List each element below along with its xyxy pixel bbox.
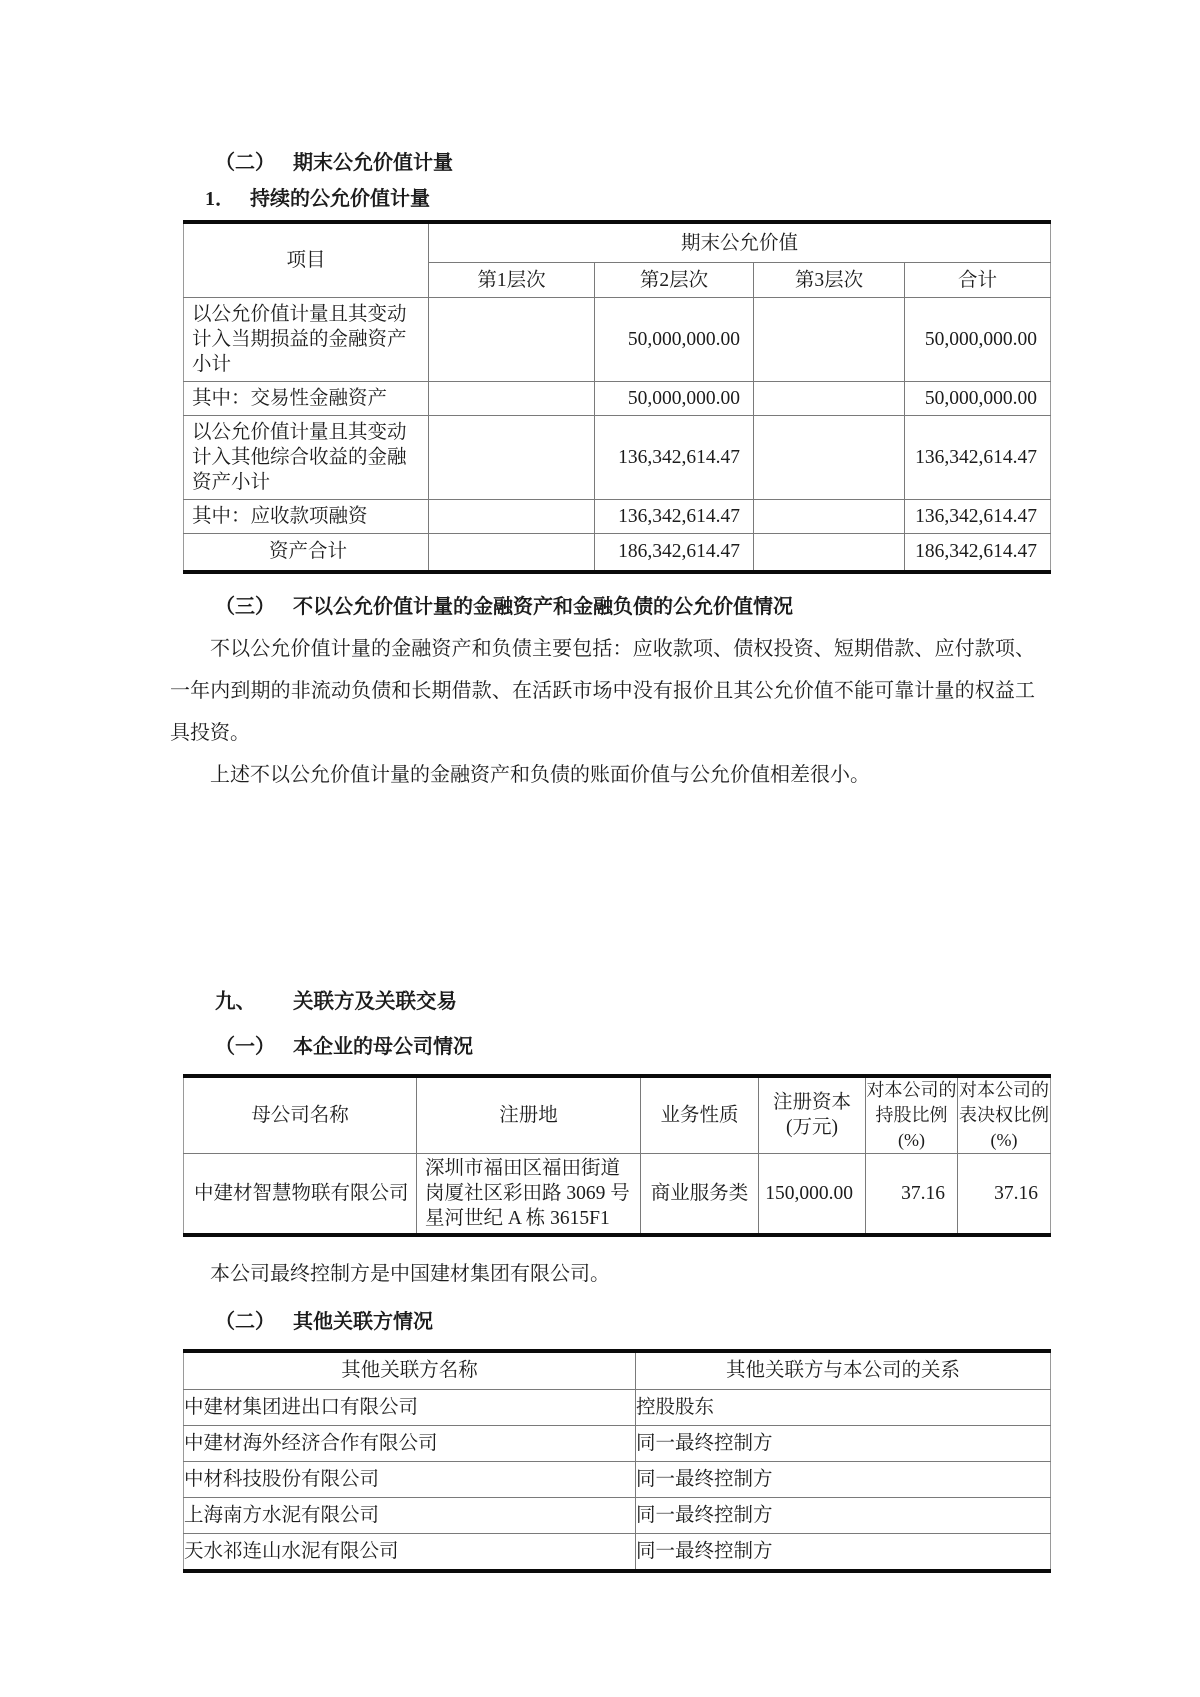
section-number: （三） <box>215 595 275 618</box>
row-level3-value <box>754 298 905 382</box>
row-total-value: 136,342,614.47 <box>905 416 1051 500</box>
section-title: 不以公允价值计量的金融资产和金融负债的公允价值情况 <box>293 595 793 618</box>
header-line: 对本公司的 <box>959 1079 1049 1100</box>
row-item-label: 其中：应收款项融资 <box>184 500 429 534</box>
related-party-table <box>183 1349 1051 1573</box>
parent-company-voting-ratio: 37.16 <box>958 1153 1051 1235</box>
related-party-name: 中建材海外经济合作有限公司 <box>184 1425 636 1461</box>
paragraph-carrying-value-note: 上述不以公允价值计量的金融资产和负债的账面价值与公允价值相差很小。 <box>210 763 870 786</box>
col-header-voting-ratio <box>958 1076 1051 1154</box>
col-header-shareholding-ratio <box>866 1076 958 1154</box>
header-line: 注册资本 <box>772 1092 851 1113</box>
col-header-total: 合计 <box>905 263 1051 298</box>
row-level3-value <box>754 534 905 572</box>
row-level2-value: 50,000,000.00 <box>595 382 754 416</box>
header-line: (万元) <box>786 1117 838 1138</box>
row-item-label: 其中：交易性金融资产 <box>184 382 429 416</box>
section-heading-fair-value-measurement <box>170 150 1035 176</box>
row-level3-value <box>754 500 905 534</box>
chapter-heading-related-parties <box>170 988 1035 1016</box>
table-header-row <box>184 222 1051 263</box>
section-title: 其他关联方情况 <box>293 1310 433 1333</box>
related-party-name: 中建材集团进出口有限公司 <box>184 1389 636 1425</box>
section-title: 期末公允价值计量 <box>293 152 453 174</box>
parent-company-business-nature: 商业服务类 <box>641 1153 759 1235</box>
row-item-label: 资产合计 <box>184 534 429 572</box>
row-level2-value: 186,342,614.47 <box>595 534 754 572</box>
table-row <box>184 1425 1051 1461</box>
col-header-level1: 第1层次 <box>429 263 595 298</box>
related-party-relation: 同一最终控制方 <box>636 1497 1051 1533</box>
row-level1-value <box>429 416 595 500</box>
col-header-relation: 其他关联方与本公司的关系 <box>636 1351 1051 1390</box>
related-party-name: 中材科技股份有限公司 <box>184 1461 636 1497</box>
row-level1-value <box>429 500 595 534</box>
parent-company-name: 中建材智慧物联有限公司 <box>184 1153 417 1235</box>
related-party-name: 上海南方水泥有限公司 <box>184 1497 636 1533</box>
row-level2-value: 50,000,000.00 <box>595 298 754 382</box>
section-heading-other-related-parties <box>170 1309 1035 1335</box>
row-level3-value <box>754 416 905 500</box>
table-row <box>184 298 1051 382</box>
related-party-relation: 控股股东 <box>636 1389 1051 1425</box>
table-row <box>184 382 1051 416</box>
chapter-title: 关联方及关联交易 <box>293 990 457 1013</box>
row-total-value: 186,342,614.47 <box>905 534 1051 572</box>
table-row-parent-company <box>184 1153 1051 1235</box>
header-line: (%) <box>990 1129 1018 1150</box>
parent-company-shareholding-ratio: 37.16 <box>866 1153 958 1235</box>
table-row <box>184 1533 1051 1571</box>
related-party-relation: 同一最终控制方 <box>636 1461 1051 1497</box>
col-header-item: 项目 <box>184 222 429 298</box>
section-title: 本企业的母公司情况 <box>293 1035 473 1058</box>
header-line: (%) <box>898 1129 925 1150</box>
related-party-relation: 同一最终控制方 <box>636 1533 1051 1571</box>
paragraph-ultimate-controller: 本公司最终控制方是中国建材集团有限公司。 <box>210 1262 610 1285</box>
section-heading-parent-company <box>170 1034 1035 1060</box>
subsection-number: 1． <box>205 188 235 210</box>
row-level1-value <box>429 382 595 416</box>
parent-company-registered-place: 深圳市福田区福田街道岗厦社区彩田路 3069 号星河世纪 A 栋 3615F1 <box>417 1153 641 1235</box>
col-header-related-party-name: 其他关联方名称 <box>184 1351 636 1390</box>
table-row <box>184 1389 1051 1425</box>
table-row <box>184 1497 1051 1533</box>
group-header-period-end-fair-value: 期末公允价值 <box>429 222 1051 263</box>
col-header-registered-place: 注册地 <box>417 1076 641 1154</box>
table-row <box>184 1461 1051 1497</box>
row-level2-value: 136,342,614.47 <box>595 416 754 500</box>
row-total-value: 136,342,614.47 <box>905 500 1051 534</box>
row-item-label: 以公允价值计量且其变动计入当期损益的金融资产小计 <box>184 298 429 382</box>
col-header-level2: 第2层次 <box>595 263 754 298</box>
related-party-relation: 同一最终控制方 <box>636 1425 1051 1461</box>
section-heading-non-fair-value <box>170 594 1035 620</box>
col-header-business-nature: 业务性质 <box>641 1076 759 1154</box>
row-total-value: 50,000,000.00 <box>905 298 1051 382</box>
subsection-title: 持续的公允价值计量 <box>250 188 430 210</box>
row-total-value: 50,000,000.00 <box>905 382 1051 416</box>
parent-company-table <box>183 1074 1051 1237</box>
section-number: （二） <box>215 152 275 174</box>
col-header-level3: 第3层次 <box>754 263 905 298</box>
table-header-row <box>184 1076 1051 1154</box>
parent-company-registered-capital: 150,000.00 <box>759 1153 866 1235</box>
row-item-label: 以公允价值计量且其变动计入其他综合收益的金融资产小计 <box>184 416 429 500</box>
row-level2-value: 136,342,614.47 <box>595 500 754 534</box>
row-level1-value <box>429 534 595 572</box>
chapter-number: 九、 <box>215 990 256 1013</box>
header-line: 持股比例 <box>875 1104 948 1125</box>
section-number: （二） <box>215 1310 275 1333</box>
header-line: 表决权比例 <box>959 1104 1049 1125</box>
row-level1-value <box>429 298 595 382</box>
col-header-parent-name: 母公司名称 <box>184 1076 417 1154</box>
table-row <box>184 416 1051 500</box>
col-header-registered-capital <box>759 1076 866 1154</box>
row-level3-value <box>754 382 905 416</box>
subsection-heading-continuous-fair-value <box>170 186 1035 212</box>
table-header-row <box>184 1351 1051 1390</box>
table-row-total-assets <box>184 534 1051 572</box>
paragraph-non-fair-value-scope: 不以公允价值计量的金融资产和负债主要包括：应收款项、债权投资、短期借款、应付款项、一年内到期的非流动负债和长期借款、在活跃市场中没有报价且其公允价值不能可靠计量的权益工具投资。 <box>170 637 1035 744</box>
related-party-name: 天水祁连山水泥有限公司 <box>184 1533 636 1571</box>
fair-value-table <box>183 220 1051 574</box>
section-number: （一） <box>215 1035 275 1058</box>
table-row <box>184 500 1051 534</box>
header-line: 对本公司的 <box>866 1079 957 1100</box>
